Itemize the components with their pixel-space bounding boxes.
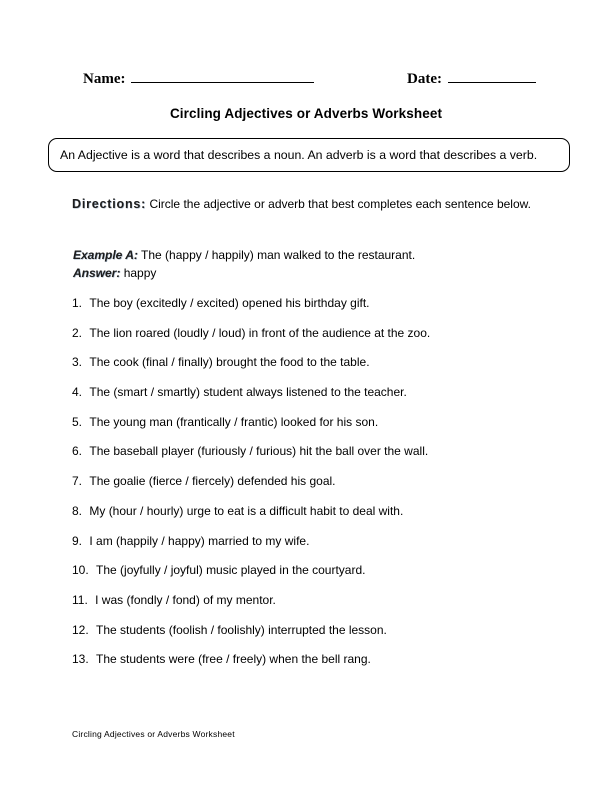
sentence-number: 9. <box>72 533 83 548</box>
sentence-number: 3. <box>72 355 83 370</box>
example-text: The (happy / happily) man walked to the restaurant. <box>141 248 416 262</box>
sentence-row <box>72 355 552 369</box>
sentence-row <box>72 385 552 399</box>
sentence-text: The lion roared (loudly / loud) in front of the audience at the zoo. <box>89 325 431 340</box>
sentence-row <box>72 296 552 310</box>
directions-label: Directions: <box>72 197 147 211</box>
sentence-row <box>72 534 552 548</box>
name-label: Name: <box>83 71 126 87</box>
sentence-text: The boy (excitedly / excited) opened his birthday gift. <box>89 296 370 310</box>
sentence-text: I am (happily / happy) married to my wife. <box>89 533 310 548</box>
sentence-text: The goalie (fierce / fiercely) defended his goal. <box>89 474 336 489</box>
date-blank-line[interactable] <box>448 68 536 83</box>
sentence-number: 6. <box>72 444 83 459</box>
sentence-text: The (smart / smartly) student always listened to the teacher. <box>89 385 407 400</box>
answer-label: Answer: <box>73 266 121 280</box>
directions-paragraph <box>72 196 542 213</box>
sentence-number: 7. <box>72 474 83 489</box>
sentence-row <box>72 593 552 607</box>
sentence-number: 4. <box>72 385 83 400</box>
sentence-number: 12. <box>72 622 89 637</box>
header-line <box>83 68 552 90</box>
sentence-text: The cook (final / finally) brought the food to the table. <box>89 355 370 370</box>
sentence-text: The baseball player (furiously / furious) hit the ball over the wall. <box>89 444 429 459</box>
directions-text: Circle the adjective or adverb that best completes each sentence below. <box>149 197 531 211</box>
sentence-row <box>72 623 552 637</box>
sentence-text: The students (foolish / foolishly) interrupted the lesson. <box>96 622 387 637</box>
sentence-number: 1. <box>72 296 83 310</box>
sentence-number: 5. <box>72 414 83 429</box>
sentence-number: 10. <box>72 563 89 578</box>
sentence-row <box>72 415 552 429</box>
sentence-text: I was (fondly / fond) of my mentor. <box>95 592 276 607</box>
definition-text: An Adjective is a word that describes a noun. An adverb is a word that describes a verb. <box>60 148 538 162</box>
sentence-row <box>72 504 552 518</box>
answer-text: happy <box>123 266 157 280</box>
sentence-text: The (joyfully / joyful) music played in the courtyard. <box>96 563 366 578</box>
sentence-text: The students were (free / freely) when the bell rang. <box>96 652 371 667</box>
definition-box <box>48 138 570 172</box>
page-title: Circling Adjectives or Adverbs Worksheet <box>169 106 443 121</box>
sentence-number: 13. <box>72 652 89 667</box>
example-label: Example A: <box>73 248 138 262</box>
sentence-row <box>72 326 552 340</box>
sentence-row <box>72 474 552 488</box>
sentence-row <box>72 444 552 458</box>
name-blank-line[interactable] <box>131 68 314 83</box>
sentence-row <box>72 563 552 577</box>
date-group <box>407 68 536 88</box>
answer-line <box>73 264 543 282</box>
sentence-number: 11. <box>72 592 88 607</box>
sentence-number: 2. <box>72 325 83 340</box>
sentence-text: The young man (frantically / frantic) looked for his son. <box>89 414 379 429</box>
example-line <box>73 246 543 264</box>
sentence-number: 8. <box>72 503 83 518</box>
sentence-list <box>72 296 552 682</box>
example-block <box>73 246 543 282</box>
sentence-text: My (hour / hourly) urge to eat is a difficult habit to deal with. <box>89 503 404 518</box>
footer-text: Circling Adjectives or Adverbs Worksheet <box>72 729 235 739</box>
sentence-row <box>72 652 552 666</box>
name-group <box>83 68 314 88</box>
date-label: Date: <box>407 71 442 87</box>
